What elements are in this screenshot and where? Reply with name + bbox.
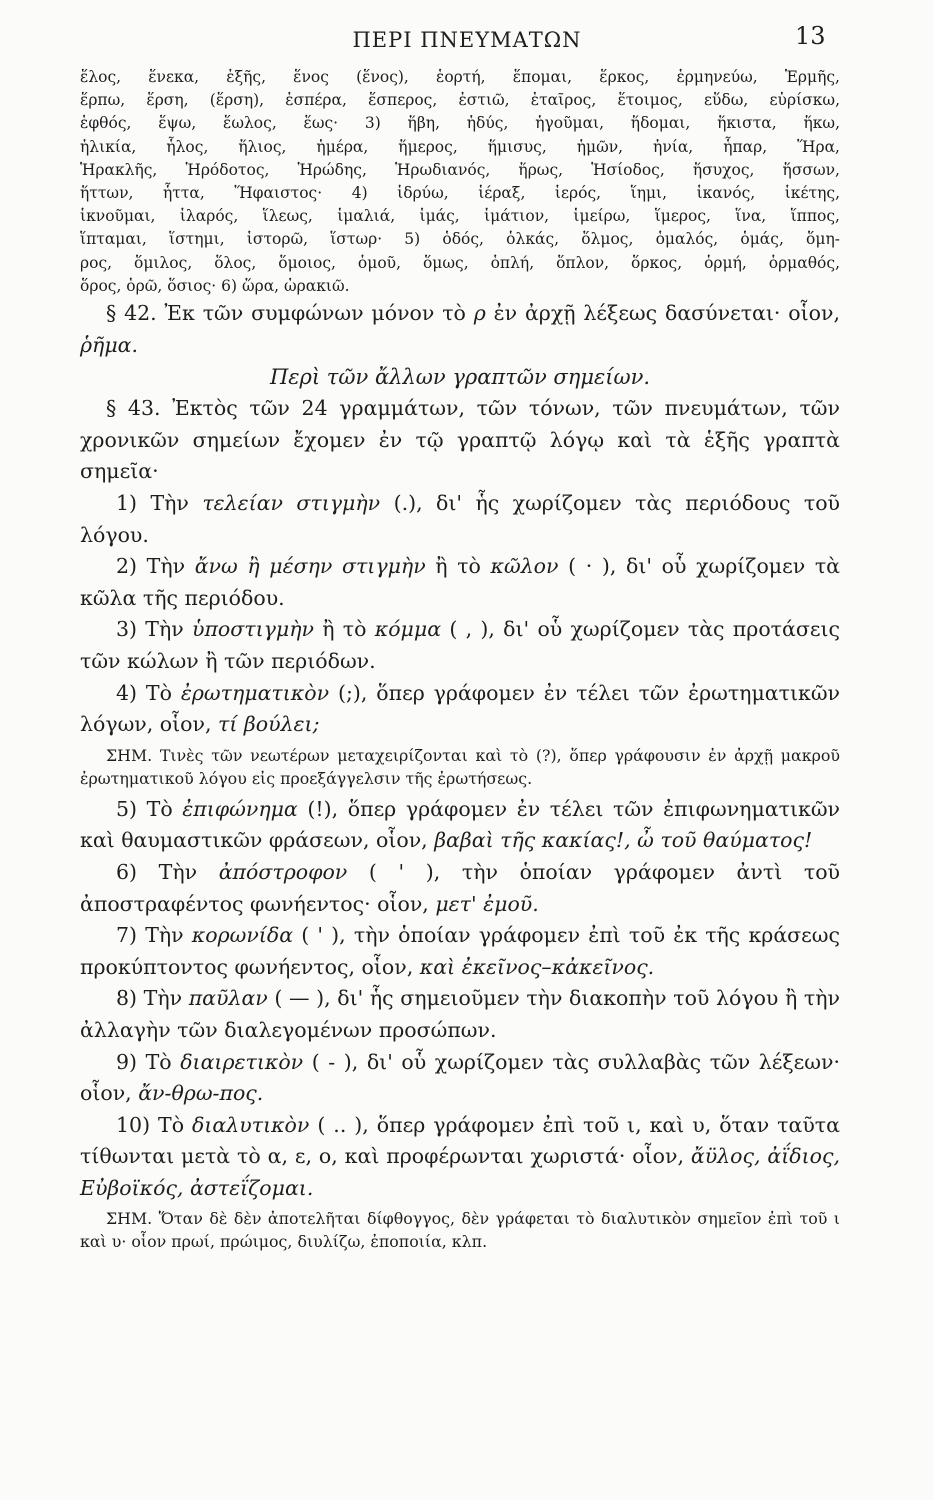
- note-text: ΣΗΜ. Τινὲς τῶν νεωτέρων μεταχειρίζονται καὶ τὸ (?), ὅπερ γράφουσιν ἐν ἀρχῇ μακροῦ ἐρωτηματικοῦ λόγου εἰς προεξάγγελσιν τῆς ἐρωτήσεως.: [80, 745, 840, 788]
- item-text: ( — ), δι' ἧς σημειοῦμεν τὴν διακοπὴν τοῦ λόγου ἢ τὴν ἀλλαγὴν τῶν διαλεγομένων προσώπων.: [80, 986, 840, 1042]
- word-list-line: ὅρος, ὁρῶ, ὅσιος· 6) ὥρα, ὡρακιῶ.: [80, 276, 350, 295]
- item-example: ἄϋλος, ἀΐδιος, Εὐβοϊκός, ἀστεΐζομαι.: [80, 1144, 840, 1200]
- item-text: (.), δι' ἧς χωρίζομεν τὰς περιόδους τοῦ λόγου.: [80, 491, 840, 547]
- item-prefix: 1) Τὴν: [116, 491, 203, 515]
- item-example: τί βούλει;: [218, 712, 320, 737]
- list-item: [80, 551, 840, 614]
- section-42-text: § 42. Ἐκ τῶν συμφώνων μόνον τὸ: [106, 301, 474, 326]
- section-42-text-2: ἐν ἀρχῇ λέξεως δασύνεται·: [485, 301, 781, 326]
- item-prefix: 7) Τὴν: [116, 923, 192, 948]
- item-term: κορωνίδα: [191, 923, 294, 948]
- section-42-example: ῥῆμα.: [80, 332, 139, 357]
- word-list-line: ἱκνοῦμαι, ἱλαρός, ἵλεως, ἱμαλιά, ἱμάς, ἱμάτιον, ἱμείρω, ἵμερος, ἵνα, ἵππος,: [80, 207, 840, 226]
- item-prefix: 9) Τὸ: [116, 1049, 181, 1074]
- item-text: ( ' ), τὴν ὁποίαν γράφομεν ἐπὶ τοῦ ἐκ τῆς κράσεως προκύπτοντος φωνήεντος, οἷον,: [80, 923, 840, 979]
- word-list-line: ἑφθός, ἕψω, ἕωλος, ἕως· 3) ἥβη, ἡδύς, ἡγοῦμαι, ἥδομαι, ἥκιστα, ἥκω,: [80, 114, 840, 133]
- word-list: [80, 66, 840, 298]
- word-list-line: ἵπταμαι, ἵστημι, ἱστορῶ, ἵστωρ· 5) ὁδός, ὁλκάς, ὅλμος, ὁμαλός, ὁμάς, ὅμη-: [80, 230, 840, 249]
- item-term: ἐρωτηματικὸν: [180, 680, 330, 705]
- item-prefix: 10) Τὸ: [116, 1112, 193, 1137]
- item-text: ἢ τὸ: [313, 617, 375, 642]
- item-term: διαλυτικὸν: [192, 1112, 310, 1137]
- item-term: ἄνω ἢ μέσην στιγμὴν: [194, 554, 426, 579]
- item-example: καὶ ἐκεῖνος–κἀκεῖνος.: [419, 954, 655, 979]
- item-text: ( ' ), τὴν ὁποίαν γράφομεν ἀντὶ τοῦ ἀποστραφέντος φωνήεντος· οἷον,: [80, 859, 840, 916]
- section-42-text-3: οἷον,: [780, 301, 841, 326]
- item-prefix: 8) Τὴν: [116, 986, 189, 1011]
- item-text: ( - ), δι' οὗ χωρίζομεν τὰς συλλαβὰς τῶν λέξεων· οἷον,: [80, 1049, 840, 1106]
- word-list-line: Ἡρακλῆς, Ἡρόδοτος, Ἡρώδης, Ἡρωδιανός, ἥρως, Ἡσίοδος, ἥσυχος, ἥσσων,: [80, 160, 840, 179]
- item-example: βαβαὶ τῆς κακίας!, ὦ τοῦ θαύματος!: [434, 828, 813, 853]
- item-term: ἐπιφώνημα: [182, 796, 298, 821]
- item-text: ( · ), δι' οὗ χωρίζομεν τὰ κῶλα τῆς περιόδου.: [80, 554, 841, 610]
- item-term: ὑποστιγμὴν: [192, 617, 314, 642]
- item-term-2: κόμμα: [374, 617, 442, 642]
- page-body: [80, 66, 840, 1257]
- list-item: [80, 1110, 840, 1205]
- item-prefix: 5) Τὸ: [116, 796, 183, 821]
- note-text: ΣΗΜ. Ὅταν δὲ δὲν ἀποτελῆται δίφθογγος, δὲν γράφεται τὸ διαλυτικὸν σημεῖον ἐπὶ τοῦ ι καὶ υ· οἷον πρωί, πρώιμος, διυλίζω, ἐποποιία, κλπ.: [80, 1209, 840, 1252]
- item-prefix: 3) Τὴν: [116, 617, 192, 642]
- list-item: [80, 488, 840, 551]
- list-item: [80, 920, 840, 983]
- word-list-line: ἕρπω, ἕρση, (ἕρση), ἑσπέρα, ἕσπερος, ἑστιῶ, ἑταῖρος, ἕτοιμος, εὕδω, εὑρίσκω,: [80, 91, 840, 110]
- list-item: [80, 678, 840, 741]
- page-number: 13: [795, 22, 826, 50]
- note: [80, 744, 840, 790]
- word-list-line: ρος, ὅμιλος, ὅλος, ὅμοιος, ὁμοῦ, ὅμως, ὁπλή, ὅπλον, ὅρκος, ὁρμή, ὁρμαθός,: [80, 253, 840, 272]
- item-text: ἢ τὸ: [425, 554, 491, 579]
- item-text: (;), ὅπερ γράφομεν ἐν τέλει τῶν ἐρωτηματικῶν λόγων, οἷον,: [80, 680, 841, 737]
- item-text: ( .. ), ὅπερ γράφομεν ἐπὶ τοῦ ι, καὶ υ, ὅταν ταῦτα τίθωνται μετὰ τὸ α, ε, ο, καὶ προφέρωνται χωριστά· οἷον,: [80, 1112, 840, 1169]
- section-43-text: § 43. Ἐκτὸς τῶν 24 γραμμάτων, τῶν τόνων, τῶν πνευμάτων, τῶν χρονικῶν σημείων ἔχομεν ἐν τῷ γραπτῷ λόγῳ καὶ τὰ ἑξῆς γραπτὰ σημεῖα·: [80, 396, 840, 484]
- word-list-line: ἡλικία, ἧλος, ἥλιος, ἡμέρα, ἥμερος, ἥμισυς, ἡμῶν, ἡνία, ἧπαρ, Ἥρα,: [80, 137, 840, 156]
- item-prefix: 2) Τὴν: [116, 554, 195, 579]
- list-item: [80, 794, 840, 857]
- section-43: [80, 393, 840, 488]
- running-header: ΠΕΡΙ ΠΝΕΥΜΑΤΩΝ: [352, 28, 582, 52]
- item-prefix: 6) Τὴν: [116, 859, 219, 884]
- item-term: τελείαν στιγμὴν: [202, 491, 381, 515]
- section-42-rho: ρ: [473, 301, 486, 326]
- item-text: ( , ), δι' οὗ χωρίζομεν τὰς προτάσεις τῶν κώλων ἢ τῶν περιόδων.: [80, 617, 840, 673]
- list-item: [80, 614, 840, 677]
- item-term: παῦλαν: [188, 986, 268, 1011]
- list-item: [80, 857, 840, 920]
- note: [80, 1207, 840, 1253]
- item-example: μετ' ἐμοῦ.: [435, 891, 539, 916]
- item-term: διαιρετικὸν: [180, 1049, 304, 1074]
- list-item: [80, 1047, 840, 1110]
- subheading: Περὶ τῶν ἄλλων γραπτῶν σημείων.: [269, 365, 651, 390]
- list-item: [80, 983, 840, 1046]
- word-list-line: ἥττων, ἧττα, Ἥφαιστος· 4) ἱδρύω, ἱέραξ, ἱερός, ἵημι, ἱκανός, ἱκέτης,: [80, 184, 840, 203]
- item-prefix: 4) Τὸ: [116, 680, 181, 705]
- item-text: (!), ὅπερ γράφομεν ἐν τέλει τῶν ἐπιφωνηματικῶν καὶ θαυμαστικῶν φράσεων, οἷον,: [80, 796, 840, 853]
- word-list-line: ἕλος, ἕνεκα, ἑξῆς, ἕνος (ἕνος), ἑορτή, ἕπομαι, ἕρκος, ἑρμηνεύω, Ἑρμῆς,: [80, 68, 840, 86]
- section-42: [80, 298, 840, 361]
- item-term-2: κῶλον: [490, 554, 559, 579]
- item-term: ἀπόστροφον: [218, 859, 348, 884]
- item-example: ἄν-θρω-πος.: [138, 1081, 264, 1106]
